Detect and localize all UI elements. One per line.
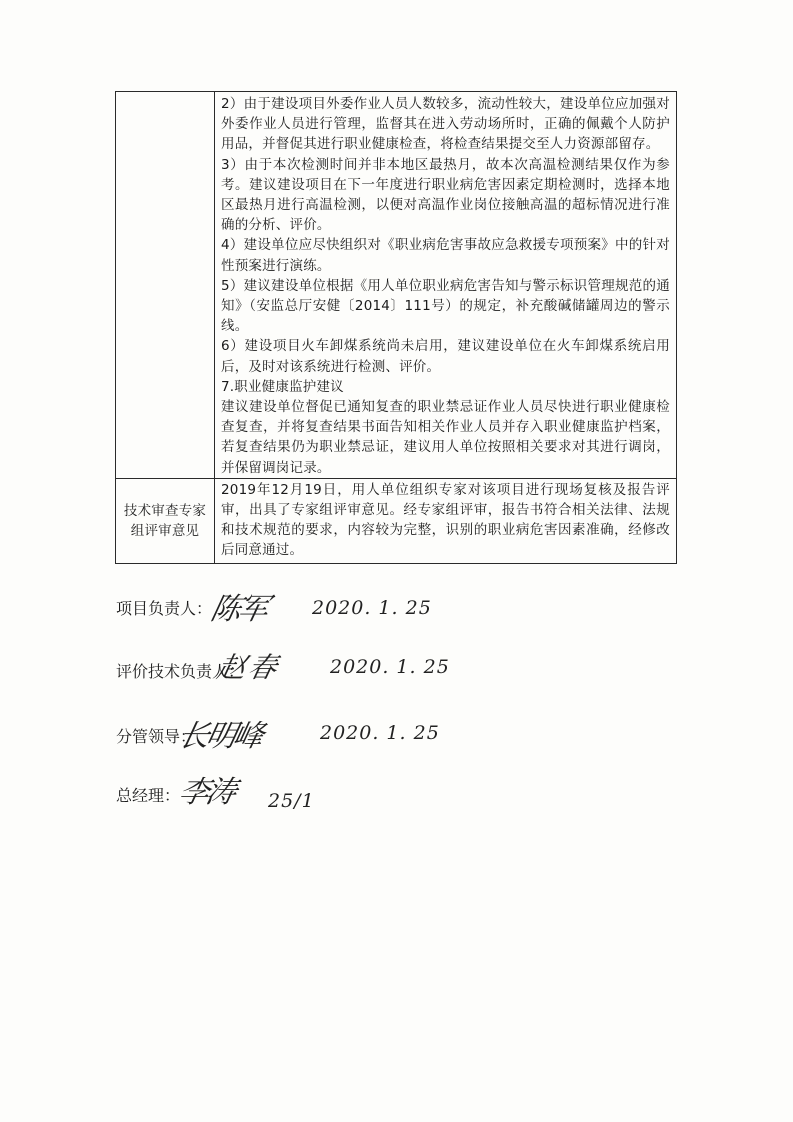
suggestion-paragraph: 5）建议建设单位根据《用人单位职业病危害告知与警示标识管理规范的通知》（安监总厅安健〔2014〕111号）的规定，补充酸碱储罐周边的警示线。 <box>221 277 670 335</box>
section-heading: 7.职业健康监护建议 <box>221 378 344 395</box>
table-row-suggestions <box>116 92 677 479</box>
project-lead-date: 2020. 1. 25 <box>312 597 432 619</box>
suggestion-paragraph: 3）由于本次检测时间并非本地区最热月，故本次高温检测结果仅作为参考。建议建设项目在下一年度进行职业病危害因素定期检测时，选择本地区最热月进行高温检测，以便对高温作业岗位接触高温的超标情况进行准确的分析、评价。 <box>221 156 670 234</box>
tech-lead-date: 2020. 1. 25 <box>330 656 450 678</box>
supervisor-label: 分管领导： <box>116 727 197 746</box>
row-label-empty <box>116 92 215 479</box>
general-manager-date: 25/1 <box>268 790 315 812</box>
project-lead-signature: 陈军 <box>207 592 269 627</box>
suggestion-paragraph: 建议建设单位督促已通知复查的职业禁忌证作业人员尽快进行职业健康检查复查，并将复查结果书面告知相关作业人员并存入职业健康监护档案，若复查结果仍为职业禁忌证，建议用人单位按照相关要求对其进行调岗，并保留调岗记录。 <box>221 399 670 476</box>
suggestion-paragraph: 6）建设项目火车卸煤系统尚未启用，建议建设单位在火车卸煤系统启用后，及时对该系统进行检测、评价。 <box>221 338 670 375</box>
supervisor-signature: 长明峰 <box>175 719 264 754</box>
suggestions-content <box>215 92 677 479</box>
general-manager-label: 总经理： <box>116 786 181 805</box>
review-table <box>115 91 677 564</box>
expert-review-content: 2019年12月19日，用人单位组织专家对该项目进行现场复核及报告评审，出具了专家组评审意见。经专家组评审，报告书符合相关法律、法规和技术规范的要求，内容较为完整，识别的职业病危害因素准确，经修改后同意通过。 <box>215 478 677 563</box>
suggestion-paragraph: 4）建设单位应尽快组织对《职业病危害事故应急救援专项预案》中的针对性预案进行演练。 <box>221 237 670 274</box>
tech-lead-label: 评价技术负责人： <box>116 662 245 681</box>
row-label-expert-review: 技术审查专家组评审意见 <box>116 478 215 563</box>
tech-lead-signature: 赵 春 <box>214 651 278 684</box>
project-lead-label: 项目负责人： <box>116 599 213 618</box>
general-manager-signature: 李涛 <box>175 775 237 810</box>
suggestion-paragraph: 2）由于建设项目外委作业人员人数较多，流动性较大，建设单位应加强对外委作业人员进行管理，监督其在进入劳动场所时，正确的佩戴个人防护用品，并督促其进行职业健康检查，将检查结果提交至人力资源部留存。 <box>221 96 670 153</box>
table-row-expert-review <box>116 478 677 563</box>
supervisor-date: 2020. 1. 25 <box>320 722 440 744</box>
